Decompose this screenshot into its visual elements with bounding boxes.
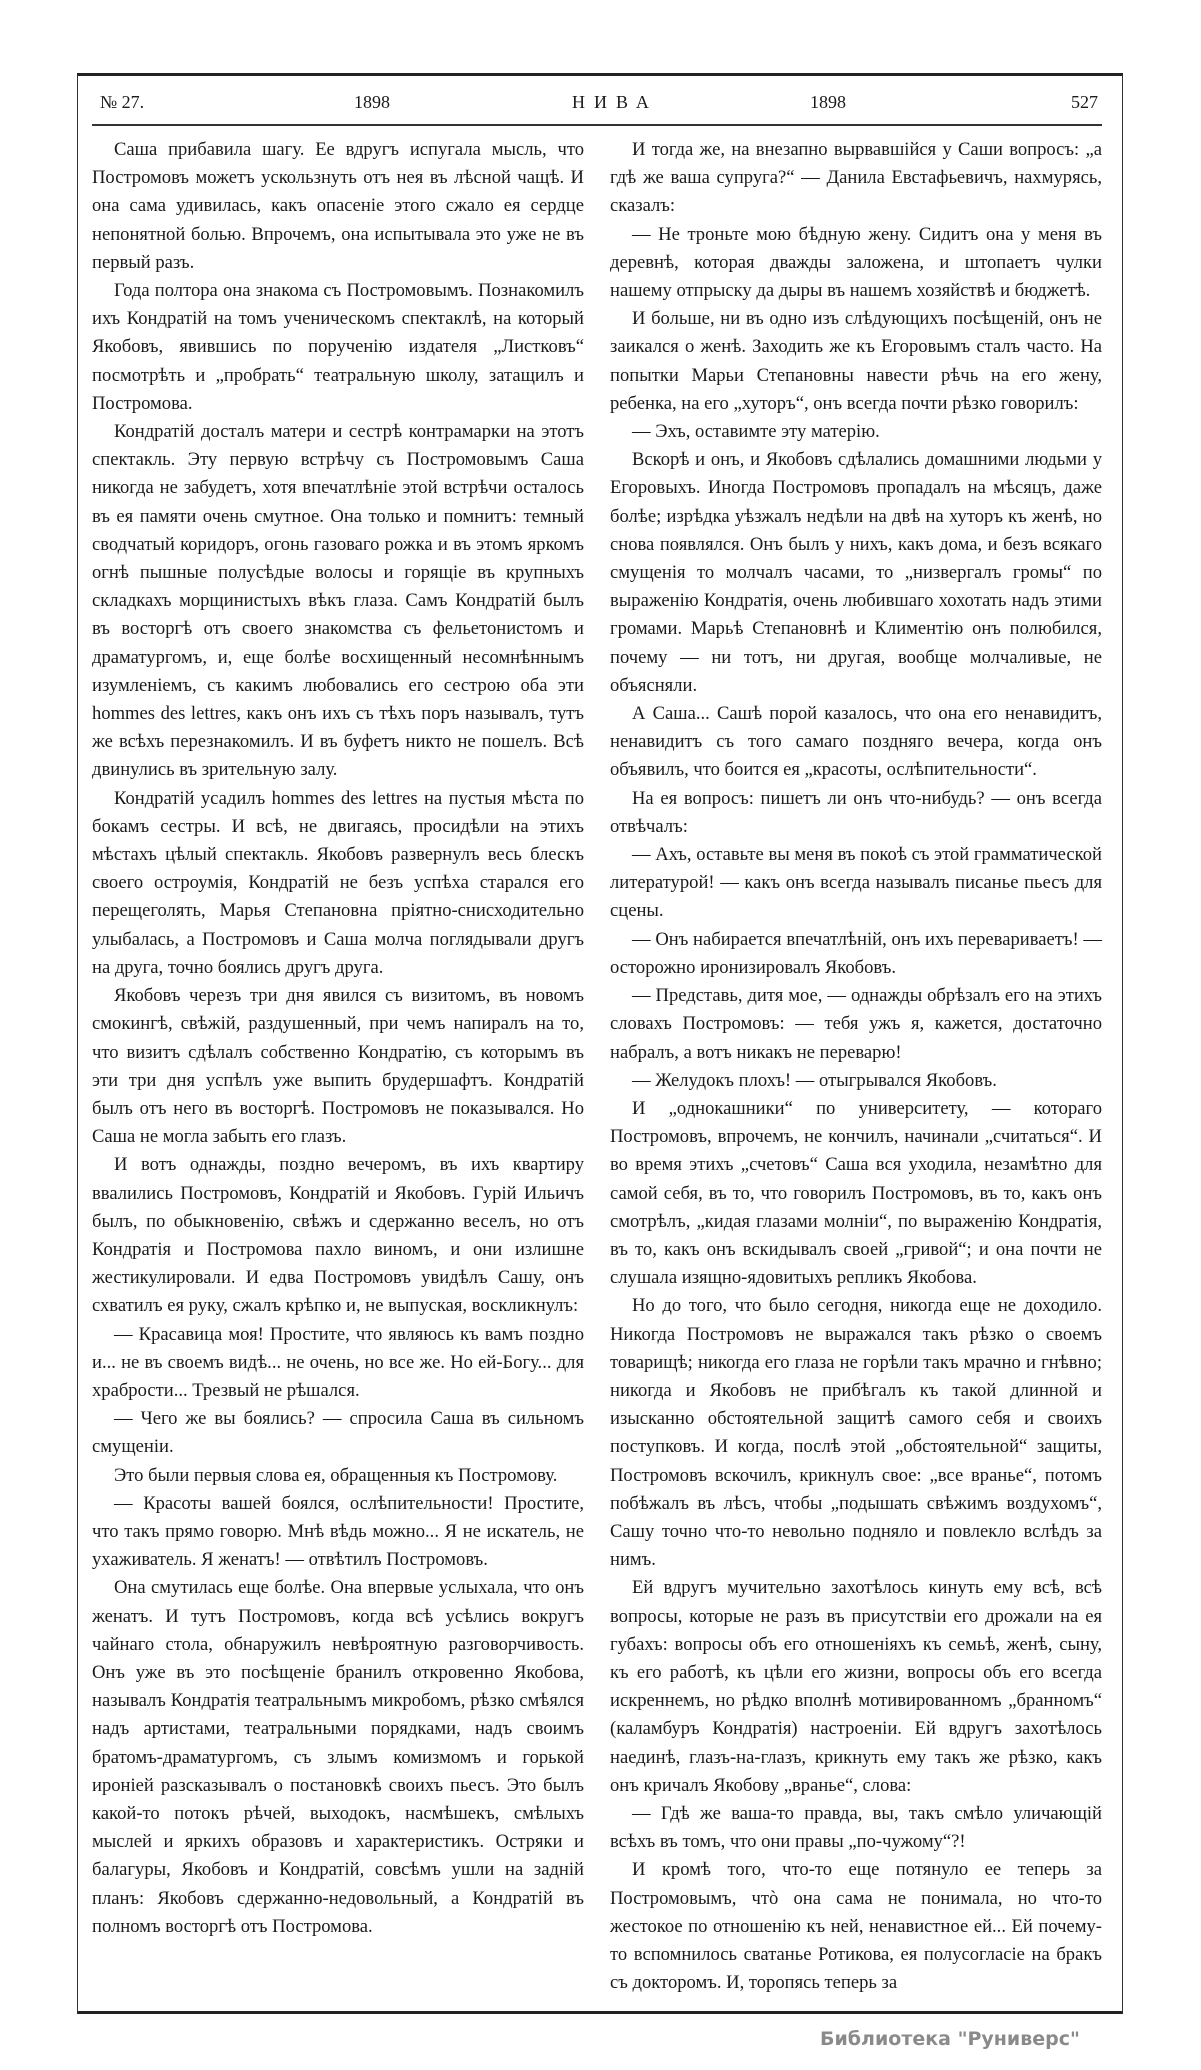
paragraph: — Эхъ, оставимте эту матерію. — [632, 421, 880, 443]
paragraph: — Гдѣ же ваша-то правда, вы, такъ смѣло уличающій всѣхъ въ томъ, что они правы „по-чужому“?! — [610, 1802, 1102, 1853]
paragraph: — Красоты вашей боялся, ослѣпительности! Простите, что такъ прямо говорю. Мнѣ вѣдь можно... Я не искатель, не ухаживатель. Я женатъ! — отвѣтилъ Постромовъ. — [92, 1492, 584, 1571]
paragraph: — Красавица моя! Простите, что являюсь къ вамъ поздно и... не въ своемъ видѣ... не очень, но все же. Но ей-Богу... для храбрости... Трезвый не рѣшался. — [92, 1323, 584, 1401]
paragraph: — Чего же вы боялись? — спросила Саша въ сильномъ смущеніи. — [92, 1408, 584, 1458]
paragraph: И кромѣ того, что-то еще потянуло ее теперь за Постромовымъ, чтò она сама не понимала, но что-то жестокое по отношенію къ ней, ненавистное ей... Ей почему-то вспомнилось сватанье Ротикова, ея полусогласіе на бракъ съ докторомъ. И, торопясь теперь за — [610, 1859, 1102, 1994]
text-columns — [92, 136, 1102, 1997]
magazine-title: НИВА — [572, 92, 658, 112]
paragraph: Ей вдругъ мучительно захотѣлось кинуть ему всѣ, всѣ вопросы, которые не разъ въ присутствіи его дрожали на ея губахъ: вопросы объ его отношеніяхъ къ семьѣ, женѣ, сыну, къ его работѣ, къ цѣли его жизни, вопросы объ его всегда искреннемъ, но рѣдко вполнѣ мотивированномъ „бранномъ“ (каламбуръ Кондратія) настроеніи. Ей вдругъ захотѣлось наединѣ, глазъ-на-глазъ, крикнуть ему такъ же рѣзко, какъ онъ кричалъ Якобову „вранье“, слова: — [610, 1577, 1102, 1796]
paragraph: — Не троньте мою бѣдную жену. Сидитъ она у меня въ деревнѣ, которая дважды заложена, и штопаетъ чулки нашему отпрыску да дыры въ нашемъ хозяйствѣ и бюджетѣ. — [610, 223, 1102, 302]
paragraph: Саша прибавила шагу. Ее вдругъ испугала мысль, что Постромовъ можетъ ускользнуть отъ нея въ лѣсной чащѣ. И она сама удивилась, какъ опасеніе этого сжало ея сердце непонятной болью. Впрочемъ, она испытывала это уже не въ первый разъ. — [92, 139, 584, 273]
paragraph: На ея вопросъ: пишетъ ли онъ что-нибудь? — онъ всегда отвѣчалъ: — [610, 787, 1102, 837]
year-left: 1898 — [354, 92, 390, 112]
paragraph: — Онъ набирается впечатлѣній, онъ ихъ перевариваетъ! — осторожно иронизировалъ Якобовъ. — [610, 928, 1102, 978]
library-watermark: Библиотека "Руниверс" — [820, 2028, 1080, 2051]
paragraph: Она смутилась еще болѣе. Она впервые услыхала, что онъ женатъ. И тутъ Постромовъ, когда всѣ усѣлись вокругъ чайнаго стола, обнаружилъ невѣроятную разговорчивость. Онъ уже въ это посѣщеніе бранилъ откровенно Якобова, называлъ Кондратія театральнымъ микробомъ, рѣзко смѣялся надъ артистами, театральными порядками, надъ своимъ братомъ-драматургомъ, съ злымъ комизмомъ и горькой ироніей разсказывалъ о постановкѣ своихъ пьесъ. Это былъ какой-то потокъ рѣчей, выходокъ, насмѣшекъ, смѣлыхъ мыслей и яркихъ образовъ и характеристикъ. Остряки и балагуры, Якобовъ и Кондратій, совсѣмъ ушли на задній планъ: Якобовъ сдержанно-недовольный, а Кондратій въ полномъ восторгѣ отъ Постромова. — [92, 1577, 584, 1937]
magazine-page — [77, 73, 1123, 2014]
running-header — [92, 86, 1102, 126]
paragraph: — Ахъ, оставьте вы меня въ покоѣ съ этой грамматической литературой! — какъ онъ всегда называлъ писанье пьесъ для сцены. — [610, 844, 1102, 922]
paragraph: — Представь, дитя мое, — однажды обрѣзалъ его на этихъ словахъ Постромовъ: — тебя ужъ я, кажется, достаточно набралъ, а вотъ никакъ не переварю! — [610, 985, 1102, 1063]
page-number: 527 — [1071, 92, 1098, 112]
paragraph: Кондратій усадилъ hommes des lettres на пустыя мѣста по бокамъ сестры. И всѣ, не двигаясь, просидѣли на этихъ мѣстахъ цѣлый спектакль. Якобовъ развернулъ весь блескъ своего остроумія, Кондратій не безъ успѣха старался его перещеголять, Марья Степановна пріятно-снисходительно улыбалась, а Постромовъ и Саша молча поглядывали другъ на друга, точно боялись другъ друга. — [92, 787, 584, 978]
paragraph: Якобовъ черезъ три дня явился съ визитомъ, въ новомъ смокингѣ, свѣжій, раздушенный, при чемъ напиралъ на то, что визитъ сдѣлалъ собственно Кондратію, съ которымъ въ эти три дня успѣлъ уже выпить брудершафтъ. Кондратій былъ отъ него въ восторгѣ. Постромовъ не показывался. Но Саша не могла забыть его глазъ. — [92, 985, 584, 1148]
year-right: 1898 — [810, 92, 846, 112]
paragraph: И тогда же, на внезапно вырвавшійся у Саши вопросъ: „а гдѣ же ваша супруга?“ — Данила Евстафьевичъ, нахмурясь, сказалъ: — [610, 139, 1102, 217]
right-column — [610, 136, 1102, 1997]
paragraph: А Саша... Сашѣ порой казалось, что она его ненавидитъ, ненавидитъ съ того самаго поздняго вечера, когда онъ объявилъ, что боится ея „красоты, ослѣпительности“. — [610, 703, 1102, 781]
paragraph: Вскорѣ и онъ, и Якобовъ сдѣлались домашними людьми у Егоровыхъ. Иногда Постромовъ пропадалъ на мѣсяцъ, даже болѣе; изрѣдка уѣзжалъ недѣли на двѣ на хуторъ къ женѣ, но снова появлялся. Онъ былъ у нихъ, какъ дома, и безъ всякаго смущенія то молчалъ часами, то „низвергалъ громы“ по выраженію Кондратія, очень любившаго хохотать надъ этими громами. Марьѣ Степановнѣ и Климентію онъ полюбился, почему — ни тотъ, ни другая, вообще молчаливые, не объясняли. — [610, 449, 1102, 696]
paragraph: Это были первыя слова ея, обращенныя къ Постромову. — [114, 1464, 558, 1486]
paragraph: И вотъ однажды, поздно вечеромъ, въ ихъ квартиру ввалились Постромовъ, Кондратій и Якобовъ. Гурій Ильичъ былъ, по обыкновенію, свѣжъ и сдержанно веселъ, но отъ Кондратія и Постромова пахло виномъ, и они излишне жестикулировали. И едва Постромовъ увидѣлъ Сашу, онъ схватилъ ея руку, сжалъ крѣпко и, не выпуская, воскликнулъ: — [92, 1154, 584, 1317]
paragraph: И больше, ни въ одно изъ слѣдующихъ посѣщеній, онъ не заикался о женѣ. Заходить же къ Егоровымъ сталъ часто. На попытки Марьи Степановны навести рѣчь на его жену, ребенка, на его „хуторъ“, онъ всегда почти рѣзко говорилъ: — [610, 308, 1102, 414]
paragraph: — Желудокъ плохъ! — отыгрывался Якобовъ. — [632, 1069, 997, 1091]
paragraph: И „однокашники“ по университету, — котораго Постромовъ, впрочемъ, не кончилъ, начинали „считаться“. И во время этихъ „счетовъ“ Саша вся уходила, незамѣтно для самой себя, въ то, что говорилъ Постромовъ, въ то, какъ онъ смотрѣлъ, „кидая глазами молніи“, по выраженію Кондратія, въ то, какъ онъ вскидывалъ своей „гривой“; и она почти не слушала изящно-ядовитыхъ репликъ Якобова. — [610, 1097, 1102, 1289]
paragraph: Но до того, что было сегодня, никогда еще не доходило. Никогда Постромовъ не выражался такъ рѣзко о своемъ товарищѣ; никогда его глаза не горѣли такъ мрачно и гнѣвно; никогда и Якобовъ не прибѣгалъ къ такой длинной и изысканно обстоятельной защитѣ самого себя и своихъ поступковъ. И когда, послѣ этой „обстоятельной“ защиты, Постромовъ вскочилъ, крикнулъ свое: „все вранье“, потомъ побѣжалъ въ лѣсъ, чтобы „подышать свѣжимъ воздухомъ“, Сашу точно что-то невольно подняло и повлекло вслѣдъ за нимъ. — [610, 1295, 1102, 1571]
issue-number: № 27. — [100, 92, 145, 112]
paragraph: Года полтора она знакома съ Постромовымъ. Познакомилъ ихъ Кондратій на томъ ученическомъ спектаклѣ, на который Якобовъ, явившись по порученію издателя „Листковъ“ посмотрѣть и „пробрать“ театральную школу, затащилъ и Постромова. — [92, 280, 584, 414]
left-column — [92, 136, 584, 1997]
paragraph: Кондратій досталъ матери и сестрѣ контрамарки на этотъ спектакль. Эту первую встрѣчу съ Постромовымъ Саша никогда не забудетъ, хотя впечатлѣніе этой встрѣчи осталось въ ея памяти очень смутное. Она только и помнитъ: темный сводчатый коридоръ, огонь газоваго рожка и въ этомъ яркомъ огнѣ пышные полусѣдые волосы и горящіе въ крупныхъ складкахъ морщинистыхъ вѣкъ глаза. Самъ Кондратій былъ въ восторгѣ отъ своего знакомства съ фельетонистомъ и драматургомъ, и, еще болѣе восхищенный несомнѣннымъ изумленіемъ, съ какимъ любовались его сестрою оба эти hommes des lettres, какъ онъ ихъ съ тѣхъ поръ называлъ, тутъ же всѣхъ перезнакомилъ. И въ буфетъ никто не пошелъ. Всѣ двинулись въ зрительную залу. — [92, 421, 584, 781]
